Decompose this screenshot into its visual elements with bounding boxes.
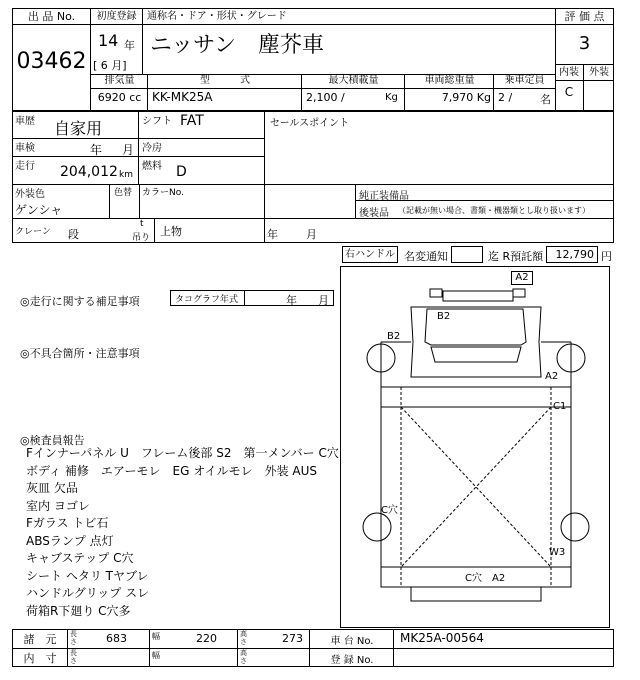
mileage-check-label: 迄 R預託額 [488, 250, 544, 263]
inspector-remark: 室内 ヨゴレ [26, 498, 90, 513]
supplement-label: ◎走行に関する補足事項 [20, 295, 140, 308]
model-value: KK-MK25A [152, 90, 213, 104]
fuel-value: D [176, 164, 187, 180]
width-label: 幅 [152, 632, 160, 641]
capacity-unit: 名 [540, 93, 551, 106]
mark-c-hole-bottom: C穴 A2 [465, 573, 506, 584]
first-reg-year: 14 [98, 31, 119, 50]
inspection-month: 月 [122, 143, 135, 157]
tacho-divider [170, 290, 245, 306]
color-no-label: カラーNo. [142, 188, 184, 198]
tacho-month: 月 [318, 294, 329, 307]
tacho-label: タコグラフ年式 [175, 295, 239, 305]
inner-dims-label: 内 寸 [23, 652, 57, 665]
inspector-remark: Fガラス トビ石 [26, 516, 109, 530]
max-load-unit: Kg [385, 92, 398, 103]
dims-label: 諸 元 [23, 633, 57, 646]
right-mirror [513, 289, 525, 297]
mileage-label: 走行 [15, 161, 35, 172]
crane-ton: t [140, 219, 144, 229]
rating-value: 3 [578, 33, 591, 54]
height-value: 273 [282, 632, 303, 645]
equip-col [355, 184, 356, 218]
mileage-value: 204,012 [60, 164, 118, 180]
max-load-label: 最大積載量 [328, 75, 379, 86]
aftermarket-note: （記載が無い場合、書類・機器類とし取り扱います） [398, 206, 590, 215]
mark-c-hole-left: C穴 [381, 505, 398, 516]
mark-b2-cab: B2 [437, 311, 451, 322]
ext-color-value: ゲンシャ [15, 203, 63, 217]
inner-width-label: 幅 [152, 651, 160, 660]
inspector-remark: ABSランプ 点灯 [26, 533, 114, 548]
car-name: ニッサン 塵芥車 [150, 33, 325, 58]
yen-label: 円 [601, 250, 612, 263]
cargo-box [381, 387, 571, 587]
crane-hang: 吊り [132, 233, 151, 243]
first-reg-label: 初度登録 [91, 8, 143, 25]
ac-label: 冷房 [142, 143, 162, 154]
chassis-value: MK25A-00564 [400, 631, 484, 645]
details-col-b [139, 184, 140, 218]
crane-col [12, 218, 155, 243]
lot-label: 出 品 No. [12, 8, 91, 25]
joya-month: 月 [306, 228, 317, 241]
chassis-label: 車 台 No. [330, 636, 374, 647]
inspector-remark: シート ヘタリ Tヤブレ [26, 568, 149, 583]
sales-point-label: セールスポイント [270, 118, 350, 129]
model-name-label: 通称名・ドア・形状・グレード [143, 8, 555, 25]
inspection-label: 車検 [15, 143, 35, 154]
max-load-value: 2,100 / [306, 91, 345, 104]
gross-weight-value: 7,970 Kg [441, 91, 491, 104]
recycle-fee: 12,790 [546, 246, 598, 263]
length-label: 長さ [70, 630, 77, 646]
crane-stage: 段 [68, 228, 79, 241]
mark-b2-left: B2 [387, 331, 401, 342]
mark-a2-top: A2 [511, 271, 533, 285]
footer-col-3 [150, 629, 238, 667]
shift-label: シフト [142, 116, 172, 127]
standard-equip-label: 純正装備品 [359, 191, 409, 202]
exterior-grade [584, 81, 614, 111]
history-label: 車歴 [15, 116, 35, 127]
inspector-label: ◎検査員報告 [20, 434, 85, 447]
fuel-label: 燃料 [142, 161, 162, 172]
interior-grade: C [555, 81, 584, 111]
joya-label: 上物 [160, 225, 182, 238]
model-label: 型 式 [200, 75, 250, 86]
rear-left-wheel [363, 513, 391, 541]
color-change-label: 色替 [114, 188, 133, 198]
displacement-label: 排気量 [104, 75, 135, 86]
displacement-value: 6920 cc [97, 91, 142, 104]
cab-window [431, 347, 521, 362]
damage-diagram [340, 266, 610, 628]
aftermarket-label: 後装品 [359, 208, 389, 219]
rating-label: 評 価 点 [555, 8, 614, 25]
rhd-badge: 右ハンドル [342, 246, 398, 263]
defects-label: ◎不具合箇所・注意事項 [20, 347, 140, 360]
name-change-box [451, 246, 483, 263]
shift-value: FAT [180, 113, 204, 129]
capacity-value: 2 / [498, 91, 513, 104]
interior-label: 内装 [555, 64, 584, 81]
inspector-remark: キャブステップ C穴 [26, 551, 134, 565]
inspection-year: 年 [90, 143, 103, 157]
name-change-label: 名変通知 [404, 250, 448, 263]
reg-no-label: 登 録 No. [330, 655, 374, 666]
inspector-remark: ハンドルグリップ スレ [26, 586, 150, 600]
mark-a2-right: A2 [545, 371, 559, 382]
rear-right-wheel [561, 513, 589, 541]
mark-w3: W3 [549, 547, 566, 558]
gross-weight-label: 車両総重量 [424, 75, 475, 86]
tacho-year: 年 [286, 294, 297, 307]
roof-visor [443, 291, 513, 301]
length-value: 683 [106, 632, 127, 645]
joya-year: 年 [267, 228, 278, 241]
year-unit: 年 [124, 39, 135, 52]
rear-bumper [411, 587, 541, 601]
inner-height-label: 高さ [240, 649, 247, 665]
inner-length-label: 長さ [70, 649, 77, 665]
lot-number: 03462 [16, 49, 87, 74]
exterior-label: 外装 [584, 64, 614, 81]
cab-outline [411, 307, 541, 377]
inspector-remark: 灰皿 欠品 [26, 481, 78, 495]
capacity-label: 乗車定員 [504, 75, 545, 86]
history-value: 自家用 [54, 119, 103, 138]
mark-c1-right: C1 [553, 401, 567, 412]
first-reg-month: [ 6 月] [93, 59, 127, 72]
inspector-remarks [26, 445, 339, 620]
ext-color-label: 外装色 [15, 189, 45, 200]
inspector-remark: ボディ 補修 エアーモレ EG オイルモレ 外装 AUS [26, 463, 318, 478]
height-label: 高さ [240, 630, 247, 646]
mileage-unit: km [119, 170, 133, 180]
crane-label: クレーン [15, 227, 51, 237]
inspector-remark: Fインナーパネル U フレーム後部 S2 第一メンバー C穴 [26, 446, 339, 460]
width-value: 220 [196, 632, 217, 645]
inspector-remark: 荷箱R下廻り C穴多 [26, 603, 131, 618]
left-mirror [430, 289, 442, 297]
